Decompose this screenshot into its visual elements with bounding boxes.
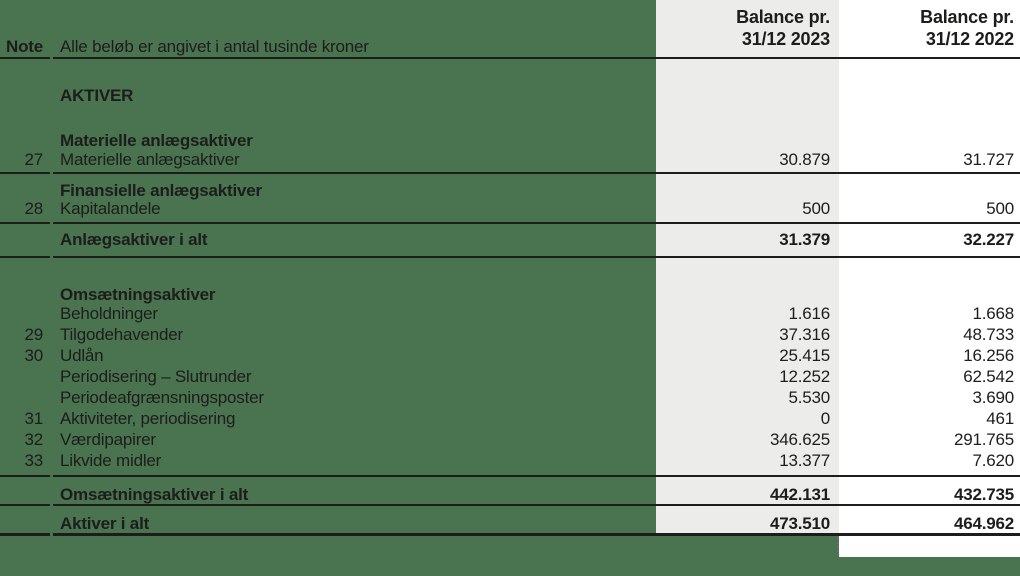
table-row xyxy=(0,284,1020,305)
table-row xyxy=(0,303,1020,324)
value-2022-cell: 62.542 xyxy=(963,367,1014,386)
table-row xyxy=(0,450,1020,471)
note-cell: 32 xyxy=(24,430,43,449)
label-cell: Kapitalandele xyxy=(60,199,161,218)
value-2023-cell: 31.379 xyxy=(779,230,830,249)
label-cell: Omsætningsaktiver xyxy=(60,285,216,304)
label-cell: Likvide midler xyxy=(60,451,162,470)
value-2022-cell: 16.256 xyxy=(963,346,1014,365)
table-row xyxy=(0,324,1020,345)
value-2022-cell: 31.727 xyxy=(963,150,1014,169)
column-header-2022-line2: 31/12 2022 xyxy=(925,29,1014,49)
table-row xyxy=(0,429,1020,450)
divider-line xyxy=(0,256,50,258)
value-2023-cell: 12.252 xyxy=(779,367,830,386)
value-2023-cell: 346.625 xyxy=(769,430,830,449)
column-header-2022 xyxy=(839,6,1014,50)
note-cell: 30 xyxy=(24,346,43,365)
value-2022-cell: 461 xyxy=(986,409,1014,428)
column-header-2023-line2: 31/12 2023 xyxy=(741,29,830,49)
label-cell: Finansielle anlægsaktiver xyxy=(60,181,262,200)
label-cell: Anlægsaktiver i alt xyxy=(60,230,208,249)
label-cell: Periodeafgrænsningsposter xyxy=(60,388,264,407)
value-2022-cell: 48.733 xyxy=(963,325,1014,344)
value-2022-cell: 464.962 xyxy=(953,514,1014,533)
value-2023-cell: 1.616 xyxy=(788,304,830,323)
divider-line xyxy=(53,57,1020,59)
table-row xyxy=(0,345,1020,366)
table-row xyxy=(0,85,1020,106)
value-2023-cell: 0 xyxy=(820,409,830,428)
table-row xyxy=(0,513,1020,534)
label-cell: AKTIVER xyxy=(60,86,134,105)
note-cell: 27 xyxy=(24,150,43,169)
value-2023-cell: 5.530 xyxy=(788,388,830,407)
label-cell: Aktiviteter, periodisering xyxy=(60,409,236,428)
value-2023-cell: 442.131 xyxy=(769,485,830,504)
value-2023-cell: 500 xyxy=(802,199,830,218)
label-cell: Beholdninger xyxy=(60,304,158,323)
divider-line xyxy=(53,172,1020,174)
units-caption: Alle beløb er angivet i antal tusinde kroner xyxy=(60,37,369,56)
value-2022-cell: 432.735 xyxy=(953,485,1014,504)
label-cell: Aktiver i alt xyxy=(60,514,150,533)
value-2023-cell: 30.879 xyxy=(779,150,830,169)
label-cell: Periodisering – Slutrunder xyxy=(60,367,252,386)
divider-line xyxy=(0,57,50,59)
dotted-cell-edge xyxy=(837,537,839,556)
table-row xyxy=(0,366,1020,387)
table-row xyxy=(0,149,1020,170)
divider-line xyxy=(0,172,50,174)
table-row xyxy=(0,484,1020,505)
table-row xyxy=(0,130,1020,151)
divider-line xyxy=(53,475,1020,477)
column-header-2022-line1: Balance pr. xyxy=(920,7,1014,27)
note-cell: 29 xyxy=(24,325,43,344)
divider-line xyxy=(0,222,50,224)
divider-line xyxy=(53,256,1020,258)
label-cell: Omsætningsaktiver i alt xyxy=(60,485,249,504)
value-2022-cell: 3.690 xyxy=(972,388,1014,407)
value-2023-cell: 13.377 xyxy=(779,451,830,470)
value-2023-cell: 473.510 xyxy=(769,514,830,533)
note-cell: 31 xyxy=(24,409,43,428)
label-cell: Materielle anlægsaktiver xyxy=(60,131,253,150)
label-cell: Tilgodehavender xyxy=(60,325,184,344)
divider-line xyxy=(53,222,1020,224)
value-2022-cell: 1.668 xyxy=(972,304,1014,323)
column-2022-background xyxy=(839,0,1020,557)
table-row xyxy=(0,408,1020,429)
table-row xyxy=(0,198,1020,219)
value-2022-cell: 32.227 xyxy=(963,230,1014,249)
value-2022-cell: 7.620 xyxy=(972,451,1014,470)
label-cell: Værdipapirer xyxy=(60,430,156,449)
table-row xyxy=(0,229,1020,250)
column-header-2023-line1: Balance pr. xyxy=(736,7,830,27)
value-2022-cell: 291.765 xyxy=(953,430,1014,449)
table-row xyxy=(0,387,1020,408)
value-2022-cell: 500 xyxy=(986,199,1014,218)
column-header-2023 xyxy=(656,6,830,50)
note-cell: 28 xyxy=(24,199,43,218)
label-cell: Udlån xyxy=(60,346,104,365)
note-column-header: Note xyxy=(6,37,43,56)
label-cell: Materielle anlægsaktiver xyxy=(60,150,240,169)
divider-line xyxy=(0,475,50,477)
value-2023-cell: 37.316 xyxy=(779,325,830,344)
note-cell: 33 xyxy=(24,451,43,470)
value-2023-cell: 25.415 xyxy=(779,346,830,365)
